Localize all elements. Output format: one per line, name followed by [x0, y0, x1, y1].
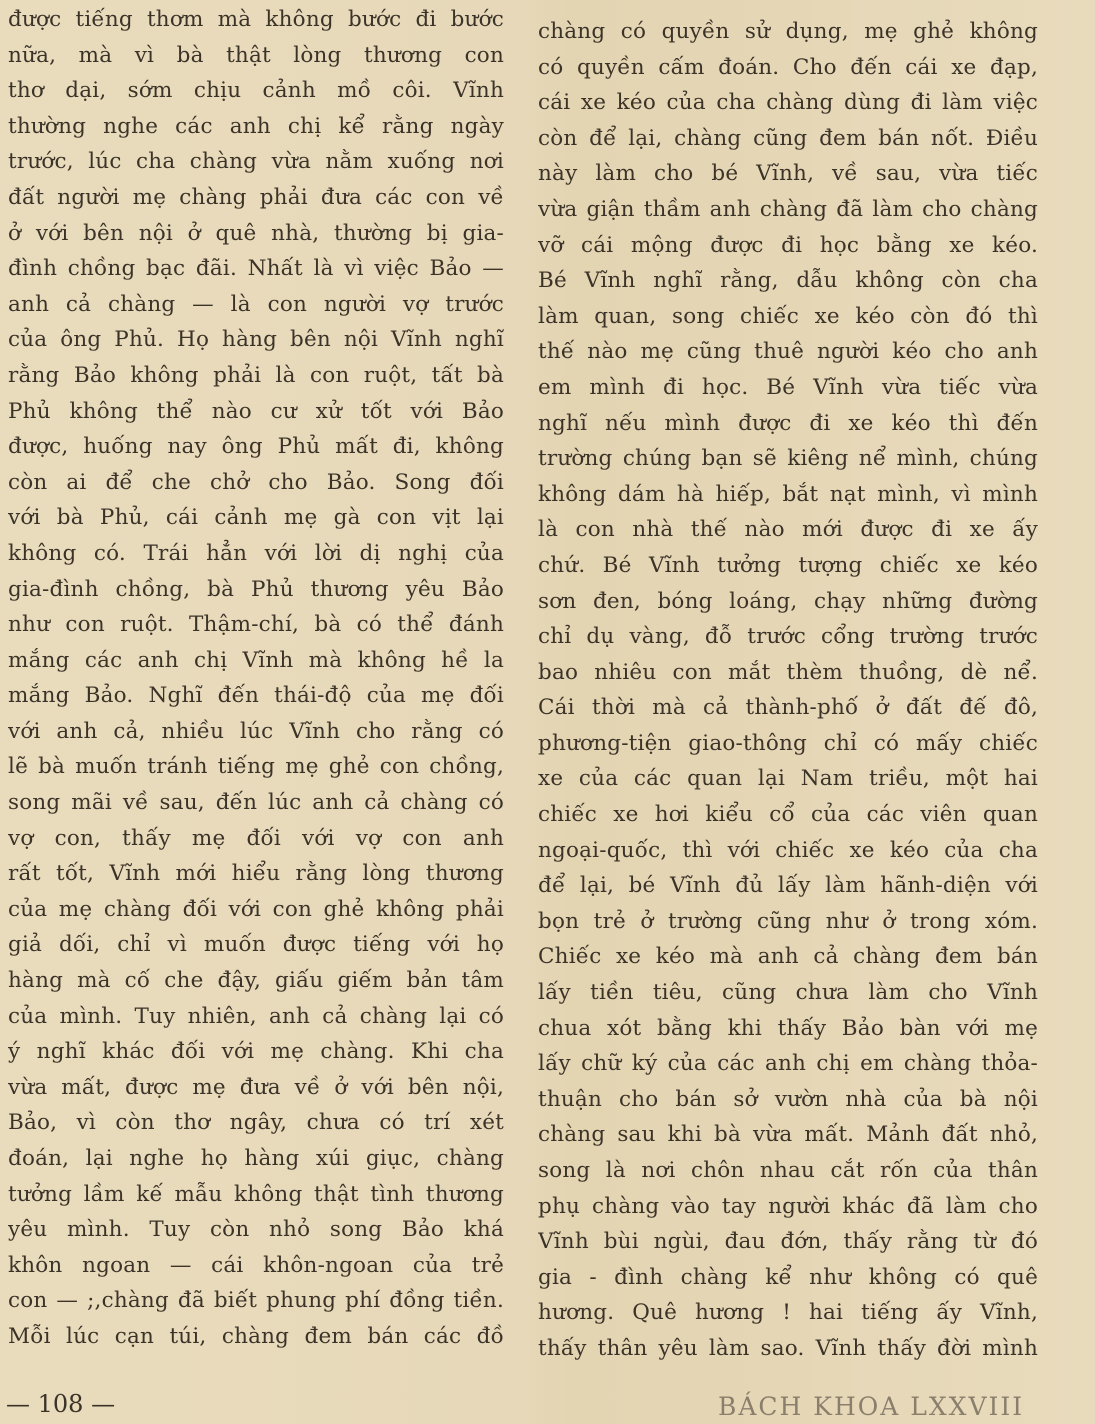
text-line: con — ;,chàng đã biết phung phí đồng tiền.: [8, 1288, 504, 1314]
text-line: yêu mình. Tuy còn nhỏ song Bảo khá: [8, 1217, 504, 1243]
text-line: làm quan, song chiếc xe kéo còn đó thì: [538, 303, 1038, 329]
text-line: để lại, bé Vĩnh đủ lấy làm hãnh-diện với: [538, 873, 1038, 899]
magazine-title: BÁCH KHOA LXXVIII: [718, 1392, 1025, 1421]
text-line: của mẹ chàng đối với con ghẻ không phải: [8, 896, 504, 922]
text-line: trước, lúc cha chàng vừa nằm xuống nơi: [8, 149, 504, 175]
text-line: gia-đình chồng, bà Phủ thương yêu Bảo: [8, 576, 504, 602]
text-line: anh cả chàng — là con người vợ trước: [8, 291, 504, 317]
text-line: song là nơi chôn nhau cắt rốn của thân: [538, 1158, 1038, 1183]
text-line: với bà Phủ, cái cảnh mẹ gà con vịt lại: [8, 505, 504, 531]
left-text-column: [8, 2, 504, 1355]
text-line: phụ chàng vào tay người khác đã làm cho: [538, 1193, 1038, 1219]
text-line: rằng Bảo không phải là con ruột, tất bà: [8, 362, 504, 388]
text-line: vợ con, thấy mẹ đối với vợ con anh: [8, 825, 504, 851]
text-line: em mình đi học. Bé Vĩnh vừa tiếc vừa: [538, 374, 1038, 400]
text-line: thơ dại, sớm chịu cảnh mồ côi. Vĩnh: [8, 78, 504, 104]
text-line: còn ai để che chở cho Bảo. Song đối: [8, 469, 504, 495]
text-line: nữa, mà vì bà thật lòng thương con: [8, 42, 504, 68]
text-line: lẽ bà muốn tránh tiếng mẹ ghẻ con chồng,: [8, 754, 504, 780]
text-line: song mãi về sau, đến lúc anh cả chàng có: [8, 790, 504, 816]
text-line: chiếc xe hơi kiểu cổ của các viên quan: [538, 802, 1038, 828]
text-line: Phủ không thể nào cư xử tốt với Bảo: [8, 398, 504, 424]
text-line: vừa giận thầm anh chàng đã làm cho chàng: [538, 196, 1038, 222]
text-line: không dám hà hiếp, bắt nạt mình, vì mình: [538, 481, 1038, 507]
text-line: ngoại-quốc, thì với chiếc xe kéo của cha: [538, 837, 1038, 863]
text-line: xe của các quan lại Nam triều, một hai: [538, 766, 1038, 792]
text-line: thế nào mẹ cũng thuê người kéo cho anh: [538, 339, 1038, 365]
text-line: như con ruột. Thậm-chí, bà có thể đánh: [8, 612, 504, 638]
text-line: bọn trẻ ở trường cũng như ở trong xóm.: [538, 908, 1038, 934]
text-line: ở với bên nội ở quê nhà, thường bị gia-: [8, 220, 504, 246]
text-line: chua xót bằng khi thấy Bảo bàn với mẹ: [538, 1015, 1038, 1041]
text-line: mắng các anh chị Vĩnh mà không hề la: [8, 647, 504, 673]
text-line: lấy chữ ký của các anh chị em chàng thỏa-: [538, 1051, 1038, 1077]
text-line: tưởng lầm kế mẫu không thật tình thương: [8, 1181, 504, 1207]
right-text-column: [538, 14, 1038, 1367]
text-line: đất người mẹ chàng phải đưa các con về: [8, 184, 504, 210]
text-line: Chiếc xe kéo mà anh cả chàng đem bán: [538, 944, 1038, 970]
text-line: giả dối, chỉ vì muốn được tiếng với họ: [8, 932, 504, 958]
text-line: mắng Bảo. Nghĩ đến thái-độ của mẹ đối: [8, 683, 504, 709]
text-line: thấy thân yêu làm sao. Vĩnh thấy đời mình: [538, 1335, 1038, 1361]
text-line: có quyền cấm đoán. Cho đến cái xe đạp,: [538, 54, 1038, 80]
text-line: hương. Quê hương ! hai tiếng ấy Vĩnh,: [538, 1300, 1038, 1326]
text-line: với anh cả, nhiều lúc Vĩnh cho rằng có: [8, 718, 504, 744]
text-line: Bé Vĩnh nghĩ rằng, dẫu không còn cha: [538, 268, 1038, 294]
text-line: Cái thời mà cả thành-phố ở đất đế đô,: [538, 695, 1038, 721]
text-line: được, huống nay ông Phủ mất đi, không: [8, 434, 504, 460]
text-line: chàng sau khi bà vừa mất. Mảnh đất nhỏ,: [538, 1122, 1038, 1148]
text-line: đoán, lại nghe họ hàng xúi giục, chàng: [8, 1146, 504, 1171]
text-line: vừa mất, được mẹ đưa về ở với bên nội,: [8, 1074, 504, 1100]
text-line: thường nghe các anh chị kể rằng ngày: [8, 113, 504, 139]
text-line: hàng mà cố che đậy, giấu giếm bản tâm: [8, 968, 504, 994]
text-line: vỡ cái mộng được đi học bằng xe kéo.: [538, 232, 1038, 258]
text-line: gia - đình chàng kể như không có quê: [538, 1264, 1038, 1290]
text-line: rất tốt, Vĩnh mới hiểu rằng lòng thương: [8, 861, 504, 887]
text-line: khôn ngoan — cái khôn-ngoan của trẻ: [8, 1252, 504, 1278]
text-line: của mình. Tuy nhiên, anh cả chàng lại có: [8, 1003, 504, 1029]
text-line: là con nhà thế nào mới được đi xe ấy: [538, 517, 1038, 543]
text-line: chứ. Bé Vĩnh tưởng tượng chiếc xe kéo: [538, 552, 1038, 578]
text-line: chỉ dụ vàng, đỗ trước cổng trường trước: [538, 624, 1038, 650]
text-line: của ông Phủ. Họ hàng bên nội Vĩnh nghĩ: [8, 327, 504, 353]
text-line: được tiếng thơm mà không bước đi bước: [8, 7, 504, 32]
text-line: này làm cho bé Vĩnh, về sau, vừa tiếc: [538, 161, 1038, 187]
text-line: ý nghĩ khác đối với mẹ chàng. Khi cha: [8, 1039, 504, 1065]
text-line: còn để lại, chàng cũng đem bán nốt. Điều: [538, 125, 1038, 151]
text-line: chàng có quyền sử dụng, mẹ ghẻ không: [538, 19, 1038, 44]
text-line: Vĩnh bùi ngùi, đau đớn, thấy rằng từ đó: [538, 1229, 1038, 1255]
text-line: trường chúng bạn sẽ kiêng nể mình, chúng: [538, 446, 1038, 472]
text-line: đình chồng bạc đãi. Nhất là vì việc Bảo —: [8, 256, 504, 282]
text-line: cái xe kéo của cha chàng dùng đi làm việc: [538, 90, 1038, 116]
text-line: Bảo, vì còn thơ ngây, chưa có trí xét: [8, 1110, 504, 1136]
text-line: sơn đen, bóng loáng, chạy những đường: [538, 588, 1038, 614]
text-line: thuận cho bán sở vườn nhà của bà nội: [538, 1086, 1038, 1112]
text-line: nghĩ nếu mình được đi xe kéo thì đến: [538, 410, 1038, 436]
text-line: phương-tiện giao-thông chỉ có mấy chiếc: [538, 730, 1038, 756]
page-number: — 108 —: [6, 1390, 116, 1418]
text-line: không có. Trái hẳn với lời dị nghị của: [8, 540, 504, 566]
text-line: bao nhiêu con mắt thèm thuồng, dè nể.: [538, 659, 1038, 685]
text-line: lấy tiền tiêu, cũng chưa làm cho Vĩnh: [538, 980, 1038, 1006]
text-line: Mỗi lúc cạn túi, chàng đem bán các đồ: [8, 1323, 504, 1349]
